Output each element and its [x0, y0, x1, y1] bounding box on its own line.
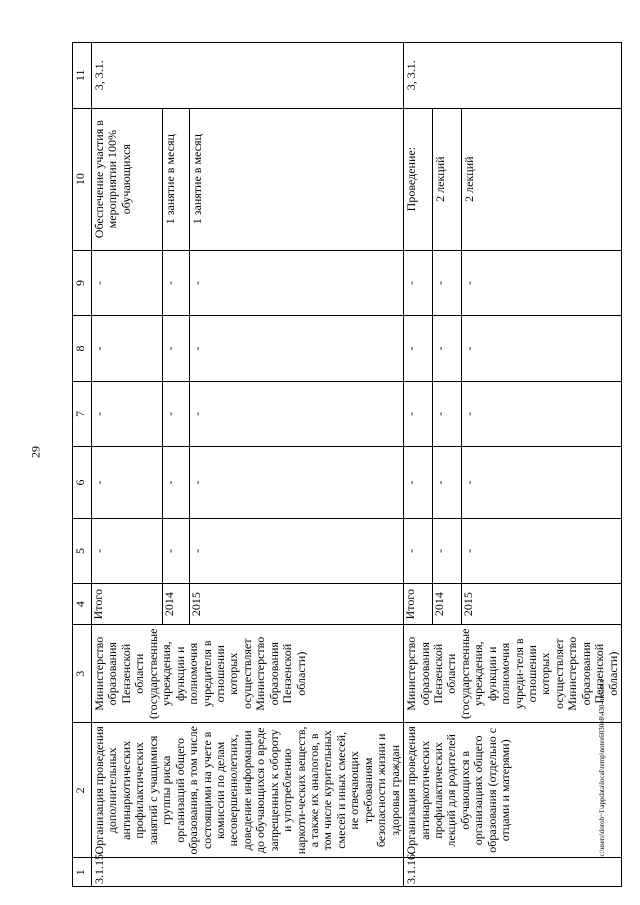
header-cell: 4: [73, 584, 92, 625]
value-cell: -: [92, 250, 163, 315]
result-cell: 1 занятие в месяц: [190, 108, 404, 250]
result-cell: Проведение:: [404, 108, 433, 250]
value-cell: -: [404, 381, 433, 446]
value-cell: -: [404, 250, 433, 315]
value-cell: -: [190, 316, 404, 381]
activity-cell: Организация проведения дополнительных антинаркотических профилактических занятий с учащимися группы риска организаций общего образования, в том числе состоящими на учете в комиссии по делам несовершеннолетних, доведение информации до обучающихся о вреде запрещенных к обороту и употреблению наркоти-ческих веществ, а также их аналогов, в том числе курительных смесей и иных смесей, не отвечающих требованиям безопасности жизни и здоровья граждан: [92, 723, 404, 858]
value-cell: -: [190, 447, 404, 519]
value-cell: -: [462, 447, 622, 519]
value-cell: -: [190, 381, 404, 446]
year-cell: 2014: [433, 584, 462, 625]
year-cell: 2015: [462, 584, 622, 625]
target-cell: 3, 3.1.: [404, 43, 622, 109]
year-cell: 2015: [190, 584, 404, 625]
value-cell: -: [433, 381, 462, 446]
footer-file-path: c:\users\dorob~1\appdata\local\temp\notes6030e8\430-пп.docx: [598, 679, 606, 857]
activity-cell: Организация проведения антинаркотических профилактических лекций для родителей обучающихся в организациях общего образования (отдельно с отцами и матерями): [404, 723, 622, 858]
value-cell: -: [92, 447, 163, 519]
value-cell: -: [462, 381, 622, 446]
value-cell: -: [190, 250, 404, 315]
row-number: 3.1.16.: [404, 858, 622, 887]
value-cell: -: [92, 518, 163, 583]
result-cell: Обеспечение участия в мероприятии 100% обучающихся: [92, 108, 163, 250]
value-cell: -: [92, 381, 163, 446]
header-cell: 1: [73, 858, 92, 887]
rotated-table-container: [72, 42, 620, 887]
year-cell: 2014: [163, 584, 190, 625]
table-row: [92, 43, 163, 887]
value-cell: -: [462, 316, 622, 381]
header-row: [73, 43, 92, 887]
value-cell: -: [404, 316, 433, 381]
header-cell: 2: [73, 723, 92, 858]
result-cell: 1 занятие в месяц: [163, 108, 190, 250]
header-cell: 5: [73, 518, 92, 583]
executor-cell: Министерство образования Пензенской области (государственные учреждения, функции и полномочия учреди-теля в отношении которых осуществляет Министерство образования Пензенской области): [404, 625, 622, 723]
value-cell: -: [462, 518, 622, 583]
measures-table: [72, 42, 622, 887]
value-cell: -: [163, 316, 190, 381]
year-cell: Итого: [92, 584, 163, 625]
value-cell: -: [163, 250, 190, 315]
table-row: [404, 43, 433, 887]
year-cell: Итого: [404, 584, 433, 625]
header-cell: 9: [73, 250, 92, 315]
value-cell: -: [404, 447, 433, 519]
value-cell: -: [433, 518, 462, 583]
target-cell: 3, 3.1.: [92, 43, 404, 109]
page-number: 29: [28, 446, 43, 458]
header-cell: 11: [73, 43, 92, 109]
value-cell: -: [163, 381, 190, 446]
value-cell: -: [163, 447, 190, 519]
value-cell: -: [163, 518, 190, 583]
value-cell: -: [462, 250, 622, 315]
value-cell: -: [92, 316, 163, 381]
result-cell: 2 лекций: [433, 108, 462, 250]
result-cell: 2 лекций: [462, 108, 622, 250]
row-number: 3.1.15.: [92, 858, 404, 887]
value-cell: -: [433, 250, 462, 315]
header-cell: 8: [73, 316, 92, 381]
header-cell: 10: [73, 108, 92, 250]
value-cell: -: [190, 518, 404, 583]
header-cell: 7: [73, 381, 92, 446]
header-cell: 6: [73, 447, 92, 519]
header-cell: 3: [73, 625, 92, 723]
value-cell: -: [433, 316, 462, 381]
value-cell: -: [404, 518, 433, 583]
value-cell: -: [433, 447, 462, 519]
executor-cell: Министерство образования Пензенской области (государственные учреждения, функции и полномочия учредителя в отношении которых осуществляет Министерство образования Пензенской области): [92, 625, 404, 723]
